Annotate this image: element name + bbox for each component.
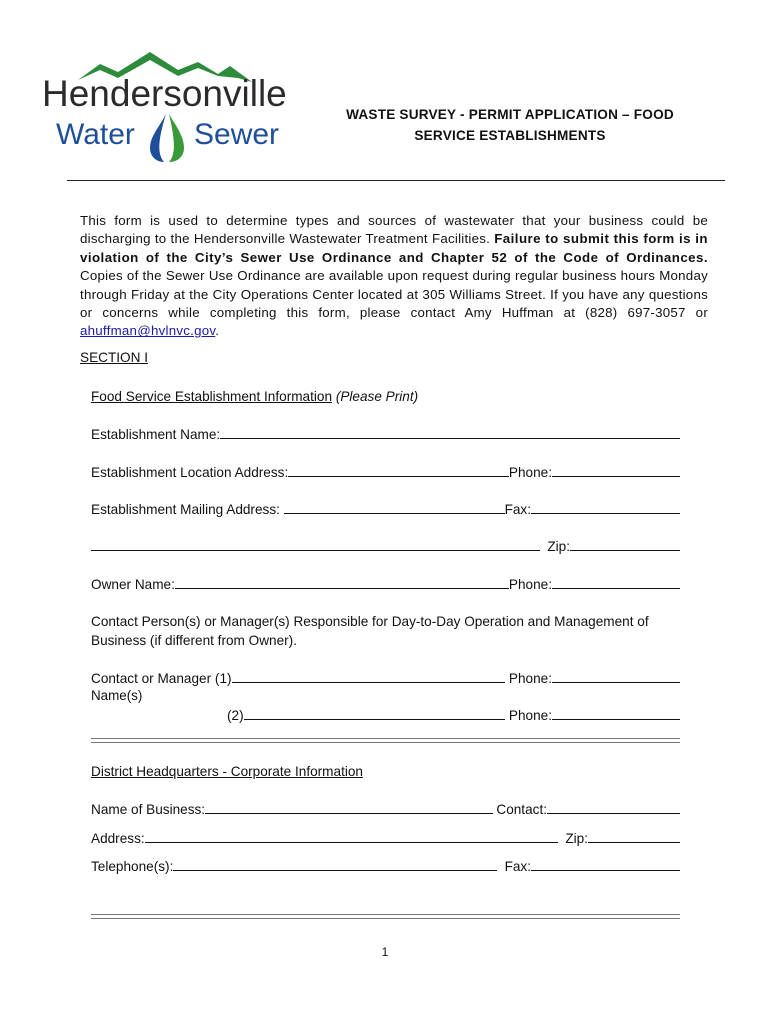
business-fax-label: Fax: bbox=[504, 859, 531, 874]
intro-end: . bbox=[215, 323, 220, 339]
contact-1-phone-label: Phone: bbox=[508, 671, 552, 686]
intro-warning: Failure to submit this form is in violation of the City’s Sewer Use Ordinance and Chapter 52 of the Code of Ordinances. bbox=[80, 231, 709, 265]
business-fax-field[interactable] bbox=[531, 870, 680, 871]
intro-text: This form is used to determine types and sources of wastewater that your business could be discharging to the Hendersonville Wastewater Treatment Facilities. bbox=[80, 213, 708, 247]
section-subheading bbox=[91, 386, 680, 404]
page-number: 1 bbox=[381, 945, 389, 959]
owner-name-label: Owner Name: bbox=[91, 577, 175, 592]
logo-sewer-text: Sewer bbox=[194, 118, 280, 151]
section-heading: SECTION I bbox=[80, 350, 148, 365]
title-line-1: WASTE SURVEY - PERMIT APPLICATION – FOOD bbox=[346, 107, 674, 122]
location-phone-label: Phone: bbox=[508, 465, 552, 480]
mailing-zip-label: Zip: bbox=[547, 539, 570, 554]
business-telephone-field[interactable] bbox=[173, 870, 497, 871]
mailing-address-field[interactable] bbox=[284, 513, 505, 514]
business-telephone-row bbox=[91, 856, 680, 874]
logo-water-text: Water bbox=[56, 118, 135, 151]
contact-manager-2-label: (2) bbox=[227, 708, 244, 723]
names-label: Name(s) bbox=[91, 688, 143, 703]
subheading-label: Food Service Establishment Information bbox=[91, 389, 333, 404]
business-name-label: Name of Business: bbox=[91, 802, 206, 817]
please-print-note: (Please Print) bbox=[335, 389, 419, 404]
owner-name-field[interactable] bbox=[175, 588, 509, 589]
location-address-field[interactable] bbox=[288, 476, 509, 477]
location-address-label: Establishment Location Address: bbox=[91, 465, 289, 480]
water-drop-blue-icon bbox=[150, 114, 166, 162]
business-contact-field[interactable] bbox=[547, 813, 680, 814]
business-contact-label: Contact: bbox=[496, 802, 547, 817]
hendersonville-logo bbox=[38, 44, 300, 164]
business-telephone-label: Telephone(s): bbox=[91, 859, 174, 874]
business-zip-field[interactable] bbox=[588, 842, 680, 843]
mailing-address-row bbox=[91, 499, 680, 517]
page-title bbox=[300, 104, 720, 146]
establishment-name-field[interactable] bbox=[220, 438, 680, 439]
business-name-field[interactable] bbox=[205, 813, 493, 814]
intro-paragraph bbox=[80, 212, 708, 341]
bottom-divider bbox=[91, 914, 680, 919]
contact-manager-1-field[interactable] bbox=[232, 682, 506, 683]
business-address-field[interactable] bbox=[145, 842, 558, 843]
business-address-row bbox=[91, 828, 680, 846]
contact-2-phone-field[interactable] bbox=[552, 719, 680, 720]
logo-city-text: Hendersonville bbox=[42, 73, 287, 114]
location-address-row bbox=[91, 462, 680, 480]
business-zip-label: Zip: bbox=[565, 831, 588, 846]
owner-phone-label: Phone: bbox=[508, 577, 552, 592]
mailing-zip-row bbox=[91, 536, 680, 554]
owner-phone-field[interactable] bbox=[552, 588, 680, 589]
mailing-fax-label: Fax: bbox=[504, 502, 531, 517]
section-divider bbox=[91, 738, 680, 743]
mailing-fax-field[interactable] bbox=[531, 513, 680, 514]
establishment-name-row bbox=[91, 424, 680, 442]
contact-manager-2-row bbox=[227, 705, 680, 723]
mailing-zip-field[interactable] bbox=[570, 550, 680, 551]
mailing-address-label: Establishment Mailing Address: bbox=[91, 502, 280, 517]
contact-2-phone-label: Phone: bbox=[508, 708, 552, 723]
contact-paragraph: Contact Person(s) or Manager(s) Responsible for Day-to-Day Operation and Management of Business (if different from Owner). bbox=[91, 614, 649, 648]
contact-manager-2-field[interactable] bbox=[244, 719, 506, 720]
mountain-water-drop-logo-icon bbox=[38, 44, 300, 164]
business-name-row bbox=[91, 799, 680, 817]
district-heading: District Headquarters - Corporate Information bbox=[91, 764, 363, 779]
contact-email-link[interactable]: ahuffman@hvlnvc.gov bbox=[80, 323, 216, 339]
contact-manager-1-label: Contact or Manager (1) bbox=[91, 671, 232, 686]
district-heading-row bbox=[91, 761, 680, 779]
header-divider bbox=[67, 180, 725, 181]
establishment-name-label: Establishment Name: bbox=[91, 427, 221, 442]
business-address-label: Address: bbox=[91, 831, 145, 846]
owner-name-row bbox=[91, 574, 680, 592]
intro-text-2: Copies of the Sewer Use Ordinance are available upon request during regular business hours Monday through Friday at the City Operations Center located at 305 Williams Street. If you have any questions or concerns while completing this form, please contact Amy Huffman at (828) 697-3057 or bbox=[80, 268, 708, 321]
contact-manager-1-row bbox=[91, 668, 680, 686]
mailing-address-line-2-field[interactable] bbox=[91, 550, 540, 551]
location-phone-field[interactable] bbox=[552, 476, 680, 477]
contact-1-phone-field[interactable] bbox=[552, 682, 680, 683]
water-drop-green-icon bbox=[169, 114, 184, 162]
title-line-2: SERVICE ESTABLISHMENTS bbox=[414, 128, 606, 143]
